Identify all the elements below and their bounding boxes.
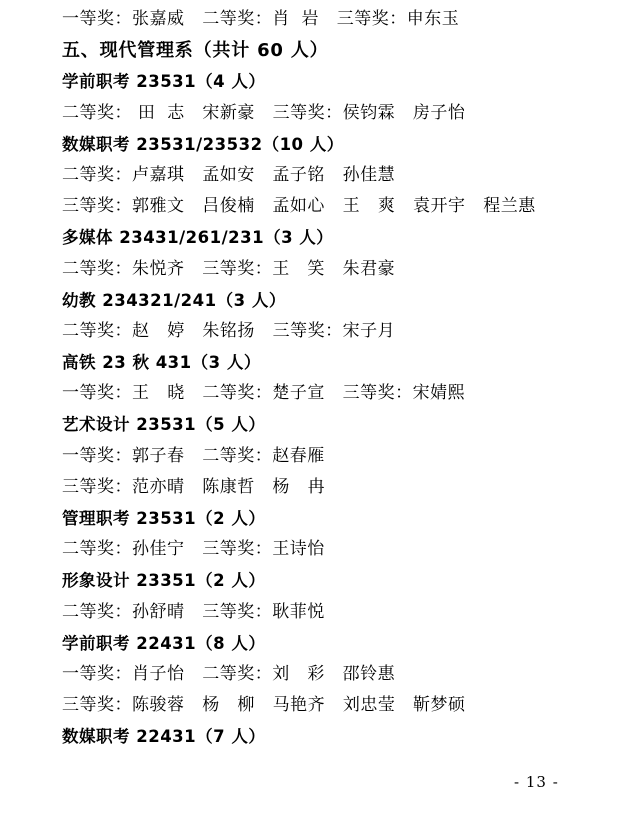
award-line: 二等奖：孙佳宁 三等奖：王诗怡 [62,539,325,560]
page-number: - 13 - [514,773,559,791]
class-group-heading: 数媒职考 23531/23532（10 人） [62,134,344,154]
award-line: 三等奖：陈骏蓉 杨 柳 马艳齐 刘忠莹 靳梦硕 [62,695,466,716]
class-group-heading: 高铁 23 秋 431（3 人） [62,353,261,373]
award-line: 二等奖：赵 婷 朱铭扬 三等奖：宋子月 [62,320,396,341]
class-group-heading: 学前职考 22431（8 人） [62,633,266,653]
class-group-heading: 幼教 234321/241（3 人） [62,290,286,310]
award-line: 三等奖：郭雅文 吕俊楠 孟如心 王 爽 袁开宇 程兰惠 [62,196,536,217]
class-group-heading: 管理职考 23531（2 人） [62,509,266,528]
class-group-heading: 数媒职考 22431（7 人） [62,727,266,747]
award-line: 一等奖：肖子怡 二等奖：刘 彩 邵铃惠 [62,663,396,684]
award-line: 二等奖：孙舒晴 三等奖：耿菲悦 [62,601,325,622]
class-group-heading: 形象设计 23351（2 人） [62,571,266,591]
award-line: 一等奖：郭子春 二等奖：赵春雁 [62,445,325,466]
award-line: 二等奖：卢嘉琪 孟如安 孟子铭 孙佳慧 [62,164,396,185]
award-line: 一等奖：张嘉威 二等奖：肖 岩 三等奖：申东玉 [62,9,460,29]
section-heading: 五、现代管理系（共计 60 人） [62,40,329,62]
award-line: 一等奖：王 晓 二等奖：楚子宣 三等奖：宋婧熙 [62,383,466,404]
award-line: 二等奖：朱悦齐 三等奖：王 笑 朱君豪 [62,258,396,279]
class-group-heading: 艺术设计 23531（5 人） [62,415,266,435]
award-list [62,4,605,753]
award-line: 二等奖： 田 志 宋新豪 三等奖：侯钧霖 房子怡 [62,102,466,123]
award-line: 三等奖：范亦晴 陈康哲 杨 冉 [62,476,326,497]
class-group-heading: 学前职考 23531（4 人） [62,72,266,92]
class-group-heading: 多媒体 23431/261/231（3 人） [62,228,334,248]
